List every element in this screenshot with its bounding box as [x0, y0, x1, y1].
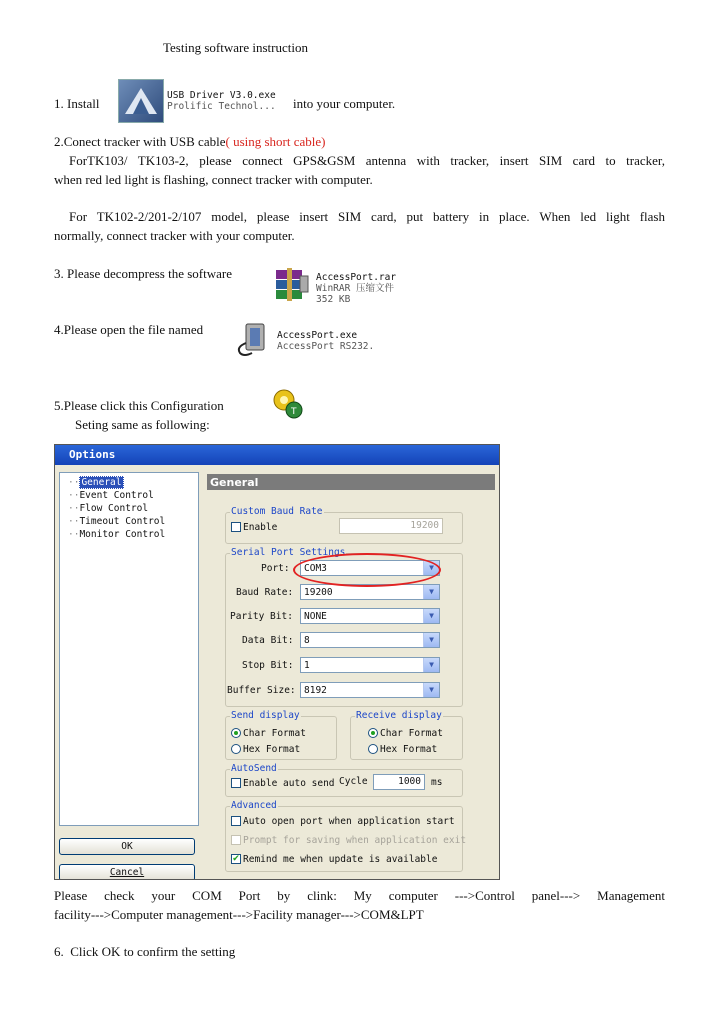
buffer-size-select[interactable]: 8192 ▼ — [300, 682, 440, 698]
cycle-input[interactable]: 1000 — [373, 774, 425, 790]
autosend-group-label: AutoSend — [231, 763, 277, 774]
chevron-down-icon: ▼ — [423, 585, 439, 599]
step2-para2-line2: normally, connect tracker with your computer. — [54, 228, 295, 243]
step4-file-sub: AccessPort RS232. — [277, 341, 375, 352]
configuration-gear-icon — [268, 386, 306, 422]
remind-update-checkbox[interactable]: ✔ — [232, 854, 240, 864]
step3-file-sub: WinRAR 压缩文件 — [316, 283, 395, 294]
step6-text: 6. Click OK to confirm the setting — [54, 944, 236, 959]
baud-rate-label: Baud Rate: — [236, 587, 294, 598]
enable-auto-send-label: Enable auto send — [243, 778, 335, 789]
stop-bit-label: Stop Bit: — [242, 660, 294, 671]
step2-heading-note: ( using short cable) — [225, 134, 326, 149]
ok-button[interactable]: OK — [59, 838, 195, 855]
step2-para1-line2: when red led light is flashing, connect tracker with computer. — [54, 172, 373, 187]
dialog-title: Options — [55, 445, 499, 465]
stop-bit-select[interactable]: 1 ▼ — [300, 657, 440, 673]
panel-title: General — [210, 476, 259, 489]
step2-para1-line1: ForTK103/ TK103-2, please connect GPS&GSM antenna with tracker, insert SIM card to tracker, — [69, 153, 665, 168]
baud-rate-select[interactable]: 19200 ▼ — [300, 584, 440, 600]
document-title: Testing software instruction — [163, 40, 308, 55]
port-label: Port: — [261, 563, 290, 574]
custom-baud-group-label: Custom Baud Rate — [231, 506, 323, 517]
enable-auto-send-checkbox[interactable] — [231, 778, 241, 788]
receive-char-format-label: Char Format — [380, 728, 443, 739]
svg-text:T: T — [291, 407, 297, 417]
prompt-saving-label: Prompt for saving when application exit — [243, 835, 467, 846]
step5-line2: Seting same as following: — [75, 417, 210, 432]
general-panel — [205, 472, 497, 874]
receive-hex-format-label: Hex Format — [380, 744, 438, 755]
parity-bit-label: Parity Bit: — [230, 611, 293, 622]
receive-hex-format-radio[interactable] — [368, 744, 378, 754]
chevron-down-icon: ▼ — [423, 658, 439, 672]
receive-display-group-label: Receive display — [356, 710, 442, 721]
auto-open-port-checkbox[interactable] — [231, 816, 241, 826]
tree-item-event-control[interactable]: ··Event Control — [68, 490, 154, 501]
cycle-label: Cycle — [339, 776, 368, 787]
step3-file-name: AccessPort.rar — [316, 272, 397, 283]
tree-item-timeout-control[interactable]: ··Timeout Control — [68, 516, 166, 527]
auto-open-port-label: Auto open port when application start — [243, 816, 455, 827]
remind-update-label: Remind me when update is available — [243, 854, 438, 865]
send-hex-format-label: Hex Format — [243, 744, 301, 755]
prompt-saving-checkbox[interactable] — [231, 835, 241, 845]
serial-port-group-label: Serial Port Settings — [231, 547, 346, 558]
chevron-down-icon: ▼ — [423, 561, 439, 575]
step3-file-size: 352 KB — [316, 294, 351, 305]
data-bit-select[interactable]: 8 ▼ — [300, 632, 440, 648]
panel-header — [207, 474, 495, 490]
parity-bit-select[interactable]: NONE ▼ — [300, 608, 440, 624]
cancel-button[interactable]: Cancel — [59, 864, 195, 880]
note-line2: facility--->Computer management--->Facility manager--->COM&LPT — [54, 907, 424, 922]
step4-file-name: AccessPort.exe — [277, 330, 358, 341]
cycle-unit: ms — [431, 777, 443, 788]
tree-item-monitor-control[interactable]: ··Monitor Control — [68, 529, 166, 540]
serial-port-exe-icon — [232, 321, 272, 357]
custom-baud-enable-checkbox[interactable] — [231, 522, 241, 532]
usb-driver-icon — [118, 79, 164, 123]
step1-file-sub: Prolific Technol... — [167, 101, 276, 112]
note-line1: Please check your COM Port by clink: My computer --->Control panel---> Management — [54, 888, 665, 903]
options-tree — [59, 472, 199, 826]
options-dialog — [54, 444, 500, 880]
data-bit-label: Data Bit: — [242, 635, 294, 646]
send-display-group-label: Send display — [231, 710, 300, 721]
send-hex-format-radio[interactable] — [231, 744, 241, 754]
chevron-down-icon: ▼ — [423, 609, 439, 623]
chevron-down-icon: ▼ — [423, 683, 439, 697]
step2-para2-line1: For TK102-2/201-2/107 model, please insert SIM card, put battery in place. When led light flash — [69, 209, 665, 224]
receive-char-format-radio[interactable] — [368, 728, 378, 738]
winrar-archive-icon — [272, 268, 310, 302]
send-char-format-label: Char Format — [243, 728, 306, 739]
custom-baud-input[interactable]: 19200 — [339, 518, 443, 534]
step1-prefix: 1. Install — [54, 96, 100, 111]
custom-baud-enable-label: Enable — [243, 522, 278, 533]
port-highlight-ellipse — [293, 553, 441, 587]
step2-heading — [54, 134, 326, 150]
chevron-down-icon: ▼ — [423, 633, 439, 647]
step2-heading-text: 2.Conect tracker with USB cable — [54, 134, 226, 149]
tree-item-flow-control[interactable]: ··Flow Control — [68, 503, 149, 514]
advanced-group-label: Advanced — [231, 800, 277, 811]
step4-text: 4.Please open the file named — [54, 322, 204, 337]
send-char-format-radio[interactable] — [231, 728, 241, 738]
step5-line1: 5.Please click this Configuration — [54, 398, 224, 413]
step1-suffix: into your computer. — [293, 96, 396, 111]
tree-item-general[interactable]: ·· General — [68, 477, 122, 488]
step1-file-name: USB Driver V3.0.exe — [167, 90, 276, 101]
buffer-size-label: Buffer Size: — [227, 685, 296, 696]
step3-text: 3. Please decompress the software — [54, 266, 232, 281]
port-select[interactable]: COM3 ▼ — [300, 560, 440, 576]
